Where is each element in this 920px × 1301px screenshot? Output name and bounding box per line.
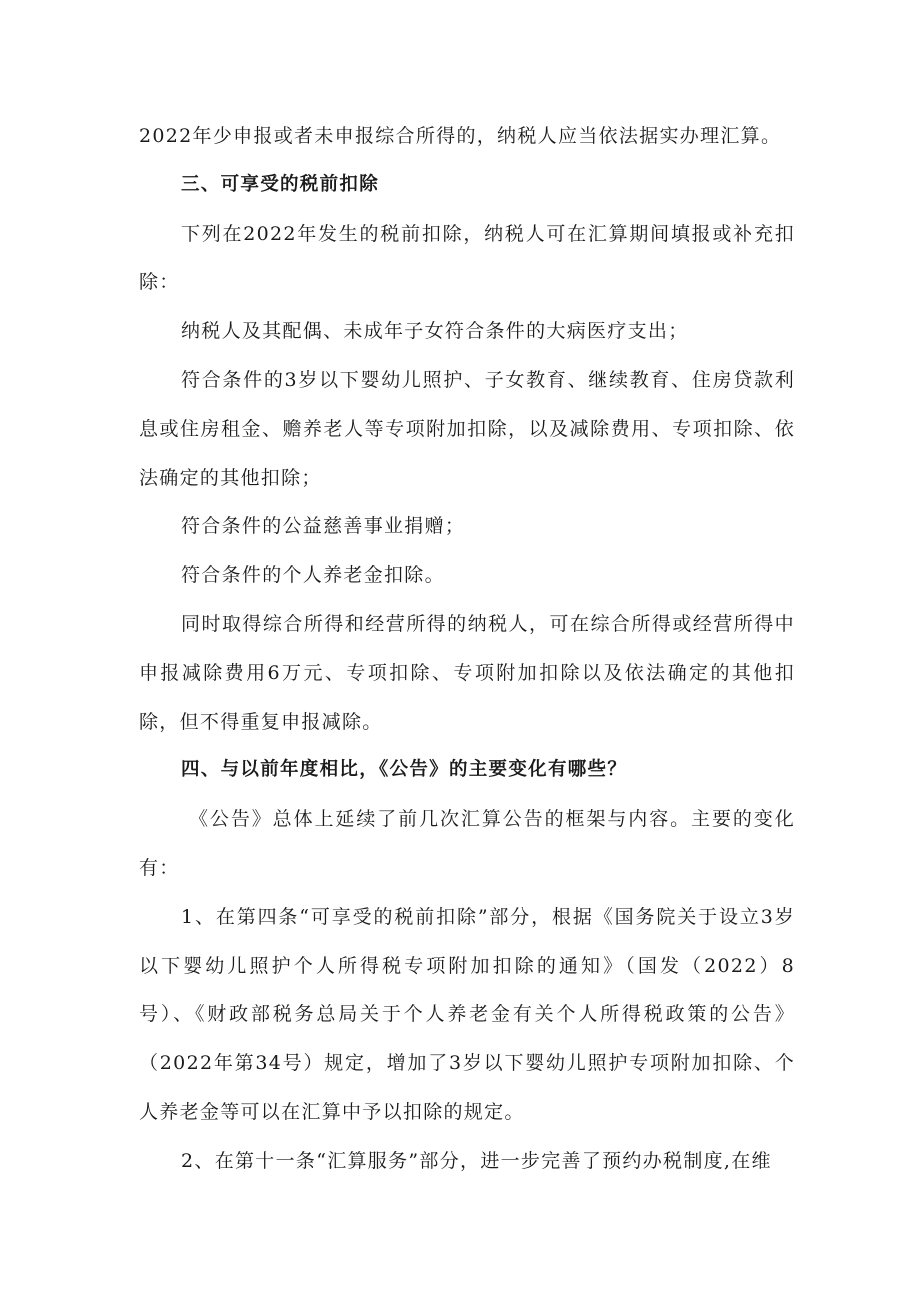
- paragraph-charity-donations: 符合条件的公益慈善事业捐赠；: [181, 515, 466, 538]
- paragraph-medical-expenses: 纳税人及其配偶、未成年子女符合条件的大病医疗支出；: [181, 320, 689, 343]
- section-heading-deductions: 三、可享受的税前扣除: [181, 173, 380, 195]
- paragraph-changes-intro: 《公告》总体上延续了前几次汇算公告的框架与内容。主要的变化有：: [139, 808, 795, 879]
- paragraph-deductions-intro: 下列在2022年发生的税前扣除，纳税人可在汇算期间填报或补充扣除：: [139, 222, 795, 294]
- paragraph-change-1: 1、在第四条“可享受的税前扣除”部分，根据《国务院关于设立3岁以下婴幼儿照护个人所得税专项附加扣除的通知》（国发（2022）8号）、《财政部税务总局关于个人养老金有关个人所得税政策的公告》（2022年第34号）规定，增加了3岁以下婴幼儿照护专项附加扣除、个人养老金等可以在汇算中予以扣除的规定。: [139, 905, 795, 1123]
- paragraph-special-deductions: 符合条件的3岁以下婴幼儿照护、子女教育、继续教育、住房贷款利息或住房租金、赡养老人等专项附加扣除，以及减除费用、专项扣除、依法确定的其他扣除；: [139, 368, 795, 489]
- paragraph-combined-income: 同时取得综合所得和经营所得的纳税人，可在综合所得或经营所得中申报减除费用6万元、专项扣除、专项附加扣除以及依法确定的其他扣除，但不得重复申报减除。: [139, 612, 795, 733]
- paragraph-continuation: 2022年少申报或者未申报综合所得的，纳税人应当依法据实办理汇算。: [139, 125, 782, 147]
- paragraph-pension-deduction: 符合条件的个人养老金扣除。: [181, 564, 445, 587]
- paragraph-change-2: 2、在第十一条“汇算服务”部分，进一步完善了预约办税制度,在维: [181, 1149, 772, 1172]
- section-heading-changes: 四、与以前年度相比，《公告》的主要变化有哪些？: [181, 759, 628, 781]
- document-body: [139, 112, 795, 1186]
